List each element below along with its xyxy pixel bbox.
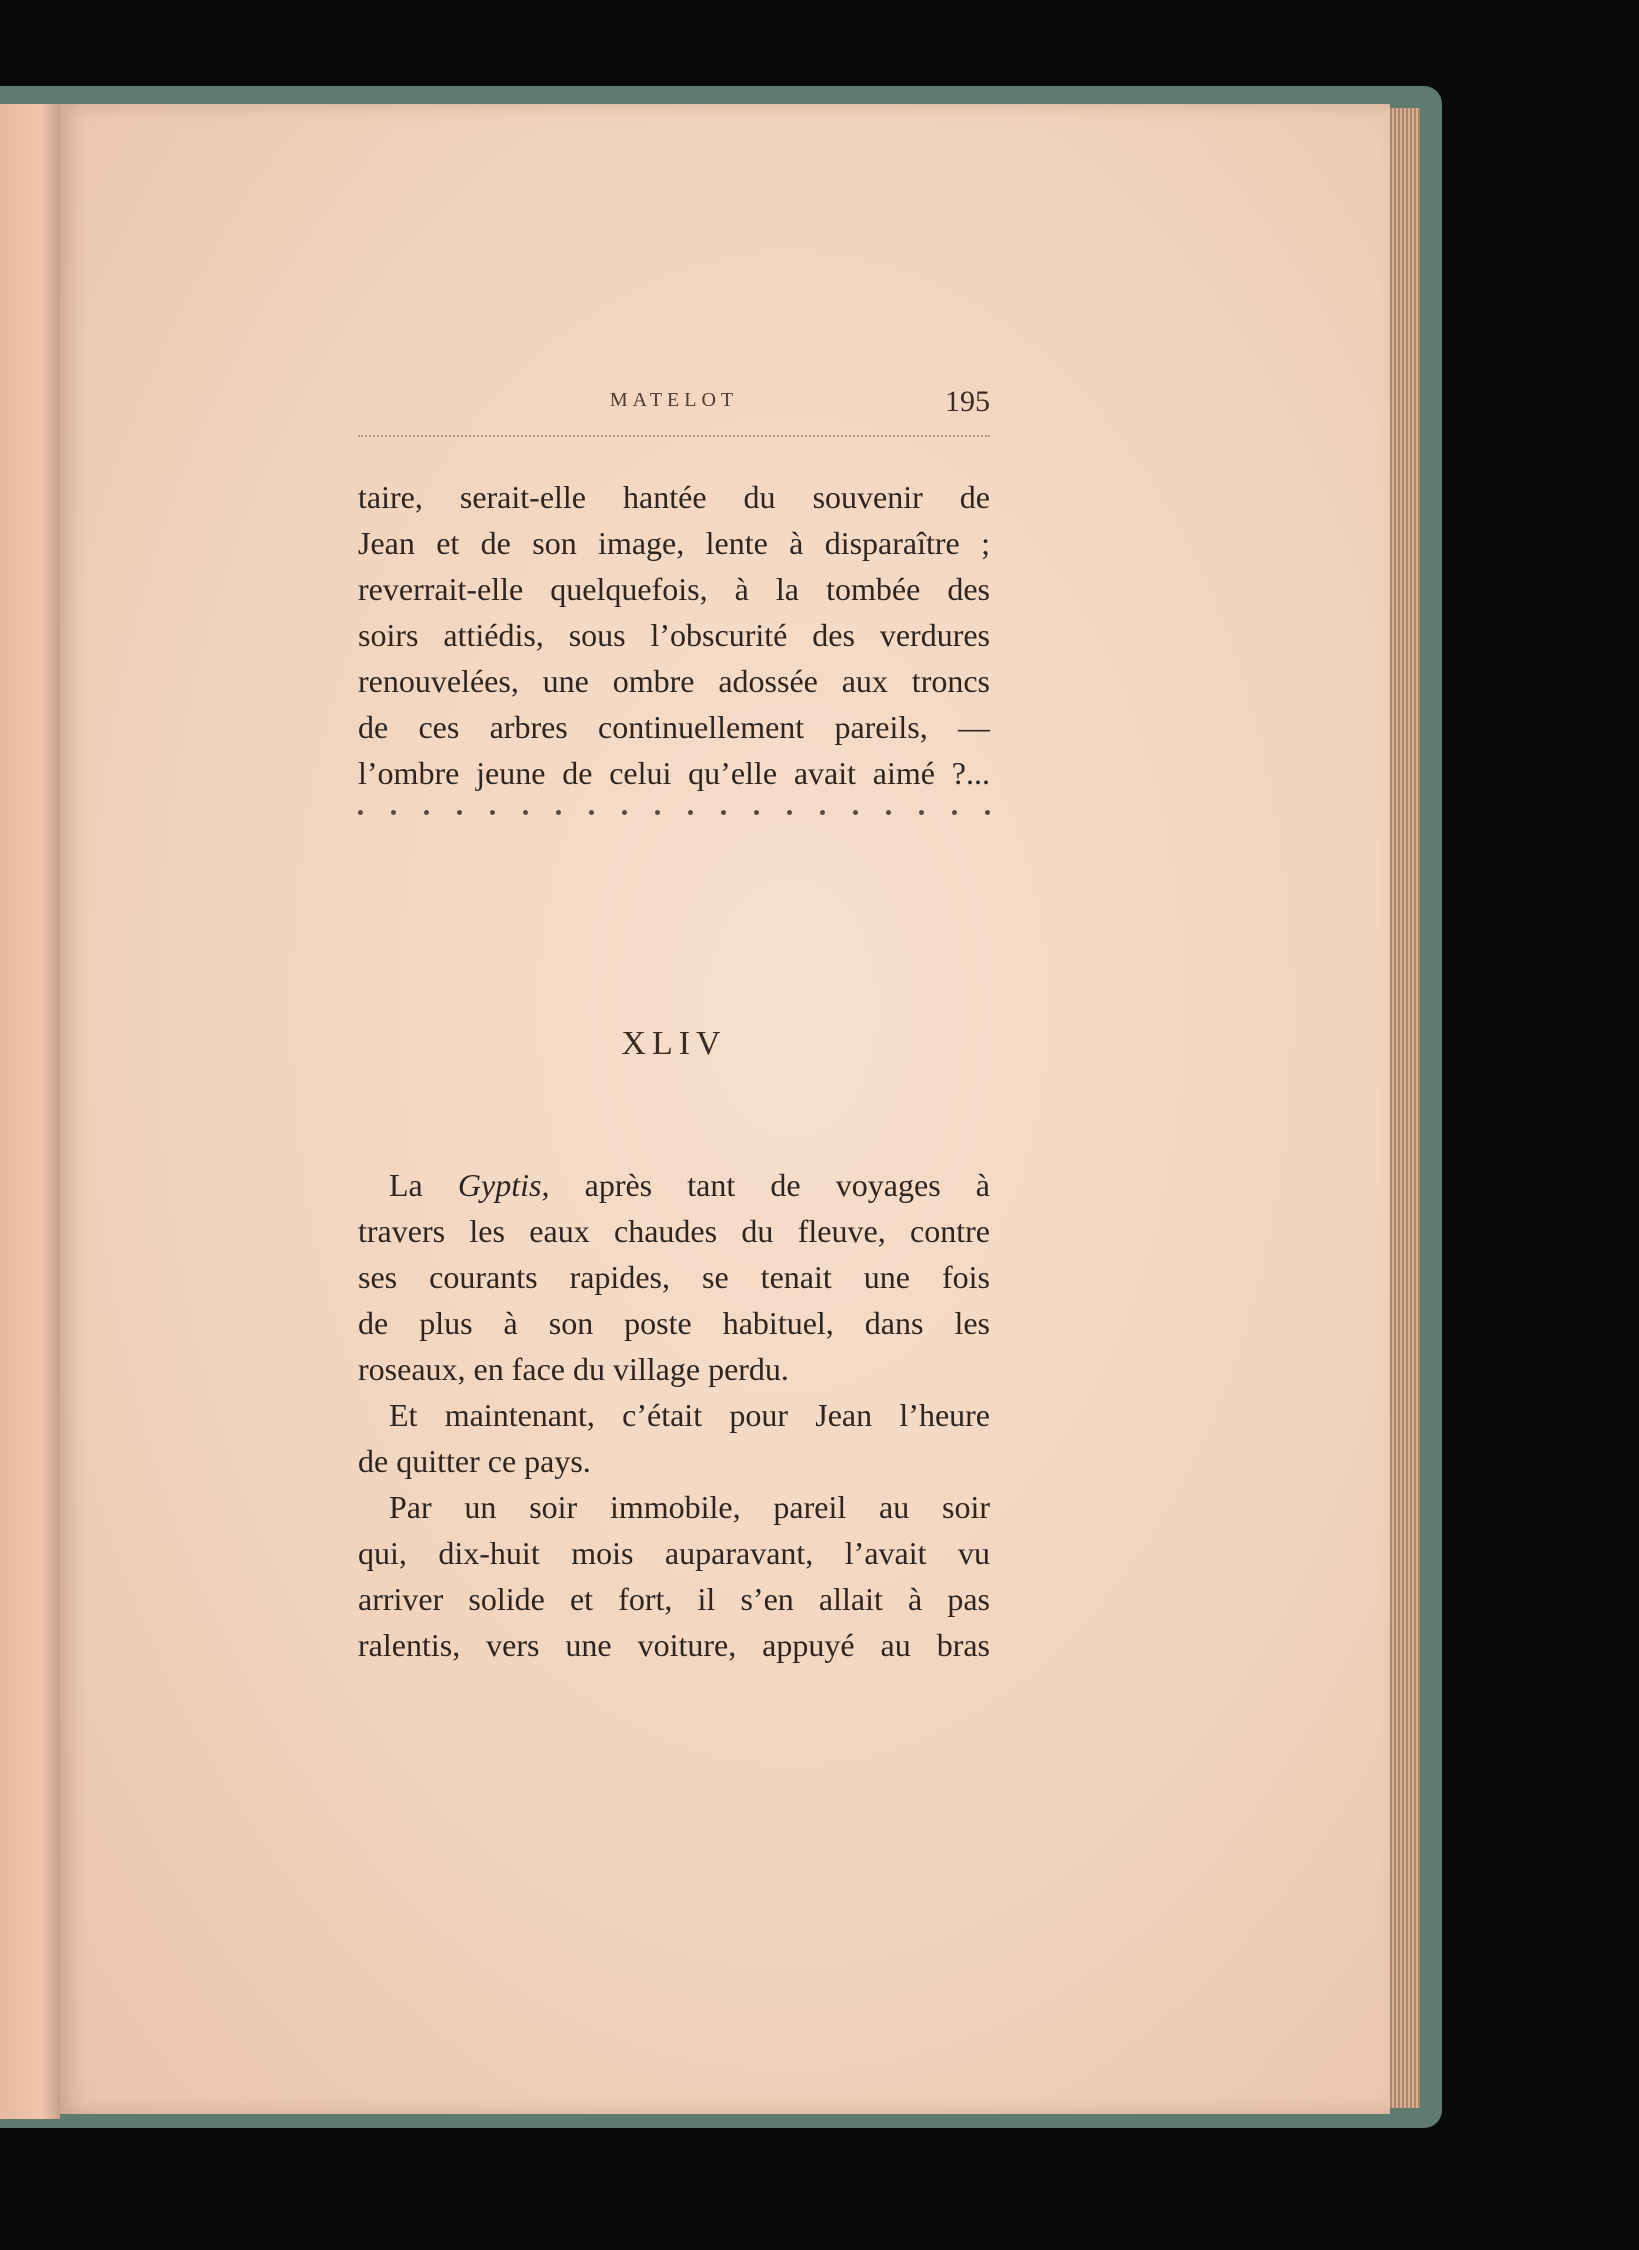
text-line: travers les eaux chaudes du fleuve, contre xyxy=(358,1213,990,1249)
running-header xyxy=(358,385,990,437)
dotted-separator xyxy=(358,810,990,815)
text-line: de ces arbres continuellement pareils, — xyxy=(358,709,990,745)
ship-name: Gyptis, xyxy=(457,1167,550,1203)
text-line: Jean et de son image, lente à disparaître ; xyxy=(358,525,990,561)
text-line: taire, serait-elle hantée du souvenir de xyxy=(358,479,990,515)
text-line: arriver solide et fort, il s’en allait à pas xyxy=(358,1581,990,1617)
text-line: qui, dix-huit mois auparavant, l’avait vu xyxy=(358,1535,990,1571)
chapter-text xyxy=(358,1162,990,1668)
text-line: renouvelées, une ombre adossée aux troncs xyxy=(358,663,990,699)
text-line: roseaux, en face du village perdu. xyxy=(358,1351,789,1387)
facing-page-edge xyxy=(0,104,60,2119)
paragraph-continued xyxy=(358,474,990,796)
text-line: ses courants rapides, se tenait une fois xyxy=(358,1259,990,1295)
text-line: reverrait-elle quelquefois, à la tombée des xyxy=(358,571,990,607)
text-line: ralentis, vers une voiture, appuyé au bras xyxy=(358,1627,990,1663)
text-line: Par un soir immobile, pareil au soir xyxy=(389,1489,990,1525)
text-line: de plus à son poste habituel, dans les xyxy=(358,1305,990,1341)
text-line: Et maintenant, c’était pour Jean l’heure xyxy=(389,1397,990,1433)
page-number: 195 xyxy=(945,385,990,418)
text-line: de quitter ce pays. xyxy=(358,1443,591,1479)
text-line: l’ombre jeune de celui qu’elle avait aimé ?... xyxy=(358,755,990,791)
text-line: soirs attiédis, sous l’obscurité des verdures xyxy=(358,617,990,653)
text-line: La Gyptis, après tant de voyages à xyxy=(389,1167,990,1203)
running-title: MATELOT xyxy=(609,389,739,411)
chapter-heading: XLIV xyxy=(621,1025,727,1062)
